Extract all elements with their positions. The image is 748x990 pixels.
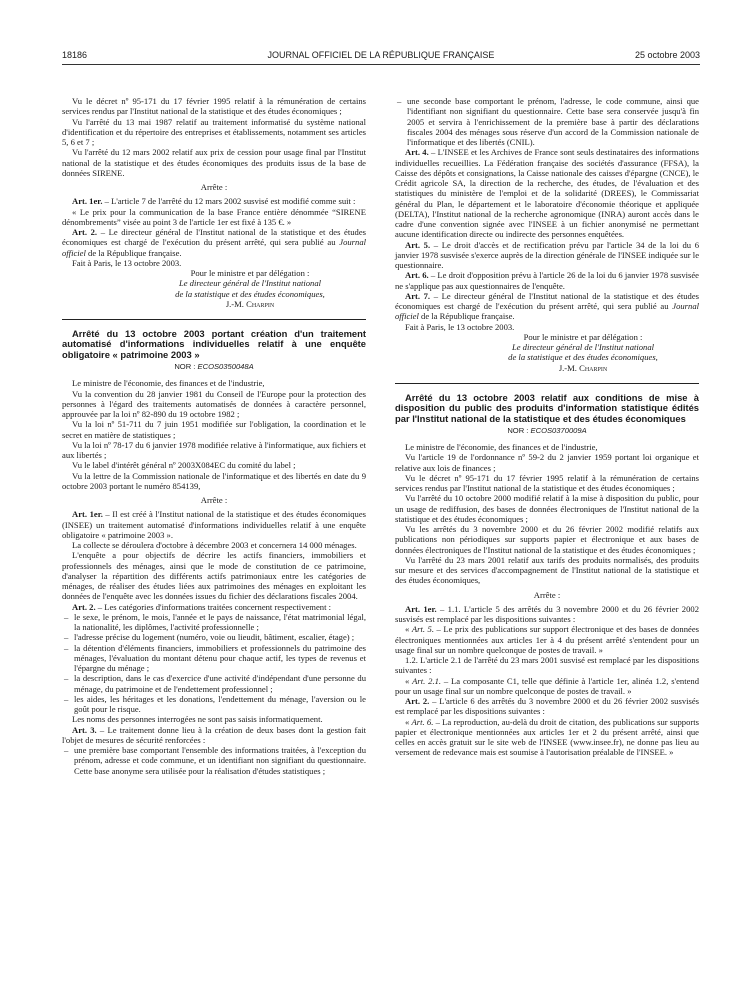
- signature-line: [142, 289, 358, 299]
- visa-paragraph: Vu l'arrêté du 23 mars 2001 relatif aux tarifs des produits normalisés, des produits sur mesure et des services d'accompagnement de l'Institut national de la statistique et des études économiques,: [395, 554, 699, 586]
- visa-paragraph: Vu l'article 19 de l'ordonnance nº 59-2 du 2 janvier 1959 portant loi organique et relative aux lois de finances ;: [395, 452, 699, 473]
- signature-block: [395, 332, 699, 373]
- signature-initials: J.-M.: [225, 298, 247, 309]
- article-label: Art. 2.: [405, 696, 430, 707]
- signature-line: [475, 342, 691, 352]
- quote-mark: «: [405, 624, 412, 635]
- arrete-title: Arrêté du 13 octobre 2003 relatif aux conditions de mise à disposition du public des produits d'information statistique édités par l'Institut national de la statistique et des études économiques: [395, 391, 699, 424]
- article-text: – L'INSEE et les Archives de France sont seuls destinataires des informations individuelles recueillies. La Fédération française des sociétés d'assurance (FFSA), la Caisse des dépôts et consignations, la Caisse nationale des caisses d'épargne (CNCE), le Crédit agricole SA, la direction de la recherche, des études, de l'évaluation et des statistiques du ministère de l'emploi et de la solidarité (DREES), le Commissariat général du Plan, le département et le laboratoire d'économie théorique et appliquée (DELTA), l'Institut national de la recherche agronomique (INRA) auront accès dans le cadre d'une convention signée avec l'INSEE à un fichier anonymisé ne permettant aucune identification directe ou indirecte des personnes enquêtées.: [395, 147, 699, 240]
- visa-paragraph: Vu le décret nº 95-171 du 17 février 1995 relatif à la rémunération de certains services rendus par l'Institut national de la statistique et des études économiques ;: [395, 472, 699, 494]
- nor-label: NOR :: [174, 362, 198, 372]
- running-header: [62, 50, 700, 62]
- list-item: – l'adresse précise du logement (numéro, voie ou lieudit, bâtiment, escalier, étage) ;: [62, 632, 366, 642]
- visa-paragraph: Vu la loi nº 78-17 du 6 janvier 1978 modifiée relative à l'informatique, aux fichiers et aux libertés ;: [62, 439, 366, 461]
- signature-title: de la statistique et des études économiques,: [175, 288, 325, 299]
- body-paragraph: L'enquête a pour objectifs de décrire les actifs financiers, immobiliers et professionnels des ménages, ainsi que le mode de constitution de ce patrimoine, d'analyser la répartition des différents actifs patrimoniaux entre les catégories de ménages, de réaliser des études liées aux patrimoines des ménages en exploitant les données de l'enquête avec les données issues du fichier des déclarations fiscales 2004.: [62, 550, 366, 602]
- list-item: – les aides, les héritages et les donations, l'endettement du ménage, l'aversion ou le goût pour le risque.: [62, 694, 366, 715]
- article-text: – Le droit d'accès et de rectification prévu par l'article 34 de la loi du 6 janvier 1978 susvisée s'exerce auprès de la direction générale de l'INSEE indiquée sur le questionnaire.: [395, 239, 700, 270]
- article-paragraph: [395, 147, 699, 239]
- visa-paragraph: Vu le décret nº 95-171 du 17 février 1995 relatif à la rémunération de certains services rendus par l'Institut national de la statistique et des études économiques ;: [62, 96, 366, 117]
- signature-name: [475, 363, 691, 373]
- signature-name: [142, 299, 358, 309]
- article-paragraph: [62, 196, 366, 206]
- list-item: – une première base comportant l'ensemble des informations traitées, à l'exception du prénom, adresse et code commune, et un identifiant non signifiant du questionnaire. Cette base anonyme sera utilisée pour la réalisation d'études statistiques ;: [62, 745, 366, 776]
- list-item: – une seconde base comportant le prénom, l'adresse, le code commune, ainsi que l'identifiant non signifiant du questionnaire. Cette base sera conservée jusqu'à fin 2005 et servira à l'enrichissement de la première base à partir des déclarations fiscales 2004 des ménages sous réserve d'un accord de la Commission nationale de l'informatique et des libertés (CNIL).: [395, 96, 699, 147]
- article-text: – L'article 7 de l'arrêté du 12 mars 2002 susvisé est modifié comme suit :: [102, 196, 356, 207]
- database-list-continued: [395, 96, 699, 147]
- journal-title: JOURNAL OFFICIEL DE LA RÉPUBLIQUE FRANÇAISE: [267, 50, 495, 60]
- article-paragraph: [62, 602, 366, 612]
- quote-paragraph: « Le prix pour la communication de la base France entière dénommée “SIRENE dénombrements” visée au point 3 de l'article 1er est fixé à 135 €. »: [62, 206, 366, 227]
- minister-line: Le ministre de l'économie, des finances et de l'industrie,: [72, 378, 265, 389]
- quote-mark: «: [405, 716, 412, 727]
- page-number: 18186: [62, 50, 88, 60]
- article-paragraph: [395, 604, 699, 625]
- right-column: [395, 96, 699, 758]
- article-text: de la République française.: [85, 247, 182, 258]
- body-paragraph: La collecte se déroulera d'octobre à décembre 2003 et concernera 14 000 ménages.: [72, 540, 357, 551]
- quote-paragraph: [395, 717, 699, 758]
- body-paragraph: 1.2. L'article 2.1 de l'arrêté du 23 mars 2001 susvisé est remplacé par les dispositions suivantes :: [395, 655, 699, 676]
- arrete-heading: Arrête :: [200, 495, 228, 506]
- article-label: Art. 2.: [72, 227, 98, 237]
- journal-officiel-italic: Journal officiel: [62, 237, 366, 258]
- article-text: – Les catégories d'informations traitées concernent respectivement :: [95, 601, 332, 612]
- nor-code: ECOS0370009A: [530, 425, 587, 435]
- signature-line: Pour le ministre et par délégation :: [523, 331, 643, 342]
- fait-line: Fait à Paris, le 13 octobre 2003.: [405, 321, 515, 332]
- left-column: [62, 96, 366, 776]
- article-paragraph: [62, 509, 366, 540]
- minister-line: Le ministre de l'économie, des finances et de l'industrie,: [405, 442, 598, 453]
- fait-line: Fait à Paris, le 13 octobre 2003.: [72, 257, 182, 268]
- article-text: – 1.1. L'article 5 des arrêtés du 3 novembre 2000 et du 26 février 2002 susvisés est remplacé par les dispositions suivantes :: [395, 603, 699, 625]
- nor-label: NOR :: [507, 425, 531, 435]
- article-label: Art. 1er.: [405, 603, 437, 614]
- visa-paragraph: Vu l'arrêté du 12 mars 2002 relatif aux prix de cession pour usage final par l'Institut national de la statistique et des études économiques des produits issus de la base de données SIRENE.: [62, 147, 366, 178]
- arrete-heading: Arrête :: [200, 182, 228, 192]
- journal-officiel-italic: Journal officiel: [395, 301, 699, 322]
- visa-paragraph: Vu l'arrêté du 13 mai 1987 relatif au traitement informatisé du système national d'identification et du répertoire des entreprises et établissements, notamment ses articles 5, 6 et 7 ;: [62, 116, 366, 147]
- nor-reference: [62, 362, 366, 372]
- signature-initials: J.-M.: [558, 362, 580, 373]
- quote-paragraph: [395, 624, 699, 655]
- signature-title: de la statistique et des études économiques,: [508, 352, 658, 363]
- list-item: – la détention d'éléments financiers, immobiliers et professionnels du patrimoine des ménages, l'évaluation du montant détenu pour chaque actif, les types de revenus et l'épargne du ménage ;: [62, 643, 366, 674]
- signature-surname: Charpin: [579, 362, 608, 373]
- article-text: – Le traitement donne lieu à la création de deux bases dont la gestion fait l'objet de mesures de sécurité renforcées :: [62, 724, 366, 745]
- article-paragraph: [395, 270, 699, 291]
- article-text: – Le droit d'opposition prévu à l'article 26 de la loi du 6 janvier 1978 susvisée ne s'applique pas aux questionnaires de l'enquête.: [395, 270, 699, 291]
- category-list: [62, 612, 366, 715]
- signature-block: [62, 268, 366, 309]
- issue-date: 25 octobre 2003: [634, 50, 700, 60]
- arrete-title: Arrêté du 13 octobre 2003 portant création d'un traitement automatisé d'informations individuelles relatif à une enquête obligatoire « patrimoine 2003 »: [62, 328, 366, 360]
- article-label: Art. 1er.: [72, 196, 103, 207]
- visa-paragraph: Vu les arrêtés du 3 novembre 2000 et du 26 février 2002 modifié relatifs aux publications non périodiques sur supports papier et électronique et aux bases de données électroniques de l'Institut national de la statistique et des études économiques ;: [395, 524, 699, 555]
- visa-paragraph: Vu la loi nº 51-711 du 7 juin 1951 modifiée sur l'obligation, la coordination et le secret en matière de statistiques ;: [62, 419, 366, 440]
- article-paragraph: [62, 227, 366, 258]
- article-label: Art. 3.: [72, 724, 97, 735]
- article-label: Art. 7.: [405, 290, 431, 301]
- quote-text: – La reproduction, au-delà du droit de citation, des publications sur supports papier et électronique mentionnées aux articles 1er et 2 du présent arrêté, ainsi que celles en accès gratuit sur le site web de l'INSEE (www.insee.fr), ne donne pas lieu au versement de redevance mais est soumise à l'autorisation préalable de l'INSEE. »: [395, 716, 699, 758]
- database-list: [62, 745, 366, 776]
- article-label: Art. 5.: [405, 239, 431, 250]
- quoted-article-label: Art. 2.1.: [412, 675, 442, 686]
- list-item: – le sexe, le prénom, le mois, l'année et le pays de naissance, l'état matrimonial légal, la nationalité, les diplômes, l'activité professionnelle ;: [62, 612, 366, 633]
- signature-title: Le directeur général de l'Institut national: [511, 342, 655, 352]
- signature-line: Pour le ministre et par délégation :: [190, 268, 310, 278]
- list-item: – la description, dans le cas d'exercice d'une activité d'indépendant d'une personne du ménage, du patrimoine et de l'endettement professionnel ;: [62, 673, 366, 694]
- signature-line: [475, 352, 691, 362]
- quoted-article-label: Art. 6.: [411, 716, 434, 727]
- nor-code: ECOS0350048A: [197, 362, 254, 372]
- article-paragraph: [62, 725, 366, 746]
- article-label: Art. 1er.: [72, 509, 103, 520]
- article-paragraph: [395, 291, 699, 322]
- section-separator: [395, 383, 699, 384]
- nor-reference: [395, 426, 699, 436]
- article-text: de la République française.: [418, 311, 515, 322]
- visa-paragraph: Vu l'arrêté du 10 octobre 2000 modifié relatif à la mise à disposition du public, pour un usage de rediffusion, des bases de données électroniques de l'Institut national de la statistique et des études économiques ;: [395, 493, 699, 524]
- article-paragraph: [395, 240, 699, 271]
- quote-mark: «: [405, 675, 413, 686]
- article-text: – Le directeur général de l'Institut national de la statistique et des études économiques est chargé de l'exécution du présent arrêté, qui sera publié au: [395, 290, 700, 311]
- article-label: Art. 4.: [405, 147, 429, 158]
- header-rule: [62, 64, 700, 65]
- article-text: – Il est créé à l'Institut national de la statistique et des études économiques (INSEE) un traitement automatisé d'informations individuelles relatif à une enquête obligatoire « patrimoine 2003 ».: [62, 509, 366, 540]
- arrete-heading: Arrête :: [533, 589, 561, 600]
- article-label: Art. 6.: [405, 270, 429, 281]
- article-paragraph: [395, 696, 699, 717]
- visa-paragraph: Vu la lettre de la Commission nationale de l'informatique et des libertés en date du 9 octobre 2003 portant le numéro 854139,: [62, 470, 366, 491]
- article-text: – L'article 6 des arrêtés du 3 novembre 2000 et du 26 février 2002 susvisés est remplacé par les dispositions suivantes :: [395, 696, 700, 717]
- article-label: Art. 2.: [72, 601, 96, 612]
- quote-text: – Le prix des publications sur support électronique et des bases de données électroniques mentionnées aux articles 1er à 4 du présent arrêté s'entendent pour un usage final sur un nombre quelconque de postes de travail. »: [395, 624, 699, 655]
- signature-surname: Charpin: [246, 298, 275, 309]
- signature-title: Le directeur général de l'Institut national: [178, 278, 322, 289]
- quoted-article-label: Art. 5.: [411, 624, 434, 635]
- visa-paragraph: Vu le label d'intérêt général nº 2003X084EC du comité du label ;: [72, 460, 296, 471]
- article-text: – Le directeur général de l'Institut national de la statistique et des études économiques est chargé de l'exécution du présent arrêté, qui sera publié au: [62, 227, 367, 248]
- section-separator: [62, 319, 366, 320]
- quote-text: – La composante C1, telle que définie à l'article 1er, alinéa 1.2, s'entend pour un usage final sur un nombre quelconque de postes de travail. »: [395, 675, 700, 696]
- body-paragraph: Les noms des personnes interrogées ne sont pas saisis informatiquement.: [72, 714, 323, 725]
- visa-paragraph: Vu la convention du 28 janvier 1981 du Conseil de l'Europe pour la protection des personnes à l'égard des traitements automatisés de données à caractère personnel, approuvée par la loi nº 82-890 du 19 octobre 1982 ;: [62, 388, 366, 420]
- signature-line: [142, 278, 358, 288]
- quote-paragraph: [395, 676, 699, 697]
